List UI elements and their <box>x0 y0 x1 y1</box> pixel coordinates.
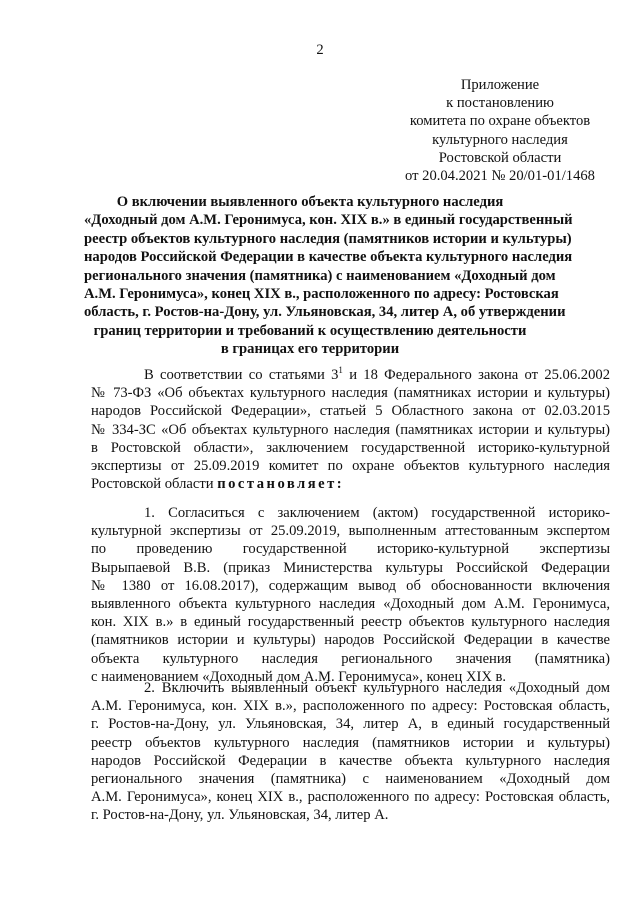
resolves-word: постановляет: <box>217 476 345 493</box>
intro-line-1-before: В соответствии со статьями 3 <box>144 367 339 383</box>
title-line: А.М. Геронимуса», конец XIX в., расположенного по адресу: Ростовская <box>84 286 559 303</box>
intro-line: № 334-ЗС «Об объектах культурного наследия (памятниках истории и культуры) <box>91 421 610 438</box>
paragraph-2-line: регионального значения (памятника) с наименованием «Доходный дом <box>91 771 610 788</box>
paragraph-1-line: с наименованием «Доходный дом А.М. Геронимуса», конец XIX в. <box>91 668 507 685</box>
paragraph-1-line: 1. Согласиться с заключением (актом) государственной историко- <box>144 505 610 521</box>
paragraph-2-line: 2. Включить выявленный объект культурного наследия «Доходный дом <box>144 680 610 696</box>
title-line: реестр объектов культурного наследия (памятников истории и культуры) <box>84 230 572 247</box>
intro-line-1 <box>91 366 610 384</box>
appendix-line: от 20.04.2021 № 20/01-01/1468 <box>405 168 595 185</box>
article-superscript: 1 <box>338 365 343 376</box>
intro-line: в Ростовской области», заключением государственной историко-культурной <box>91 439 610 456</box>
appendix-line: к постановлению <box>446 95 554 112</box>
paragraph-1-line: объекта культурного наследия регионального значения (памятника) <box>91 650 610 667</box>
title-line: регионального значения (памятника) с наименованием «Доходный дом <box>84 267 556 284</box>
paragraph-2-line: А.М. Геронимуса», конец XIX в., расположенного по адресу: Ростовская область, <box>91 789 610 806</box>
paragraph-1-line: № 1380 от 16.08.2017), содержащим вывод об обоснованности включения <box>91 577 610 594</box>
intro-last-before: Ростовской области <box>91 476 218 493</box>
paragraph-2-line: А.М. Геронимуса, кон. XIX в.», расположенного по адресу: Ростовская область, <box>91 698 610 715</box>
appendix-line: культурного наследия <box>432 131 568 148</box>
paragraph-2 <box>91 679 610 825</box>
title-line: народов Российской Федерации в качестве объекта культурного наследия <box>84 249 573 266</box>
title-line: границ территории и требований к осуществлению деятельности <box>93 322 527 339</box>
paragraph-2-line: народов Российской Федерации в качестве объекта культурного наследия <box>91 752 610 769</box>
paragraph-1-line: Вырыпаевой В.В. (приказ Министерства культуры Российской Федерации <box>91 559 610 576</box>
paragraph-2-line: г. Ростов-на-Дону, ул. Ульяновская, 34, литер А. <box>91 807 389 824</box>
paragraph-1-line: (памятников истории и культуры) народов Российской Федерации в качестве <box>91 632 610 649</box>
title-line: в границах его территории <box>220 341 400 358</box>
intro-last-line <box>91 475 610 493</box>
document-title <box>84 193 573 359</box>
paragraph-1-line: выявленного объекта культурного наследия «Доходный дом А.М. Геронимуса, <box>91 596 610 613</box>
intro-line: № 73-ФЗ «Об объектах культурного наследия (памятниках истории и культуры) <box>91 385 610 402</box>
appendix-line: Приложение <box>460 77 540 93</box>
paragraph-2-line: реестр объектов культурного наследия (памятников истории и культуры) <box>91 734 610 751</box>
appendix-line: комитета по охране объектов <box>409 113 591 130</box>
intro-line-1-after: и 18 Федерального закона от 25.06.2002 <box>342 367 610 383</box>
title-line: О включении выявленного объекта культурного наследия <box>116 194 504 210</box>
paragraph-1-line: кон. XIX в.» в единый государственный реестр объектов культурного наследия <box>91 614 610 631</box>
title-line: «Доходный дом А.М. Геронимуса, кон. XIX в.» в единый государственный <box>84 212 573 229</box>
appendix-block <box>380 76 620 185</box>
paragraph-1-line: культурной экспертизы от 25.09.2019, выполненным аттестованным экспертом <box>91 523 610 540</box>
title-line: область, г. Ростов-на-Дону, ул. Ульяновская, 34, литер А, об утверждении <box>84 304 566 321</box>
intro-line: народов Российской Федерации», статьей 5 Областного закона от 02.03.2015 <box>91 403 610 420</box>
paragraph-1 <box>91 504 610 686</box>
page-number: 2 <box>316 42 324 58</box>
intro-paragraph <box>91 366 610 493</box>
appendix-line: Ростовской области <box>438 149 562 166</box>
intro-line: экспертизы от 25.09.2019 комитет по охране объектов культурного наследия <box>91 458 610 475</box>
paragraph-2-line: г. Ростов-на-Дону, ул. Ульяновская, 34, литер А, в единый государственный <box>91 716 610 733</box>
paragraph-1-line: по проведению государственной историко-культурной экспертизы <box>91 541 610 558</box>
